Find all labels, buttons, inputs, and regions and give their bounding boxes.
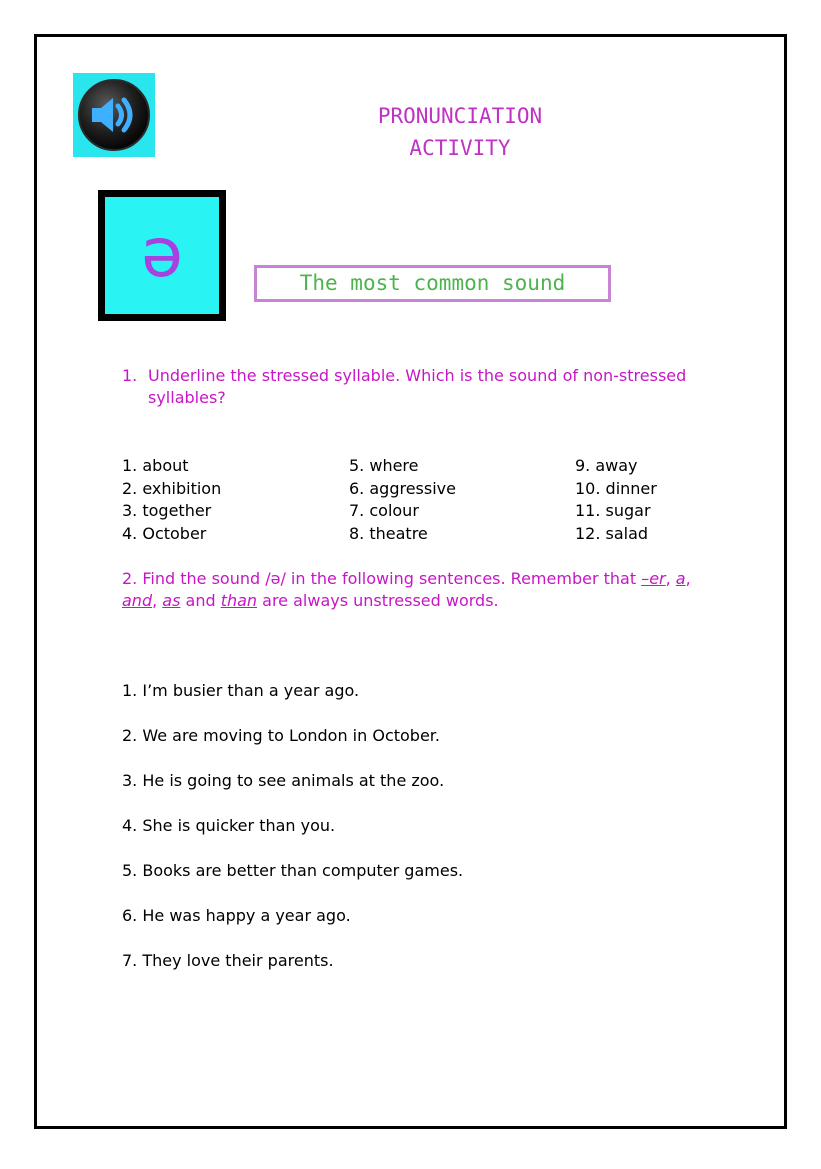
keyword-and: and	[122, 591, 153, 610]
schwa-symbol-box	[98, 190, 226, 321]
sentence-item: 2. We are moving to London in October.	[122, 726, 440, 745]
exercise-1-text-line-1: Underline the stressed syllable. Which is the sound of non-stressed	[148, 366, 687, 385]
word-column-1	[122, 455, 221, 545]
sentence-item: 1. I’m busier than a year ago.	[122, 681, 360, 700]
word-item: 8. theatre	[349, 523, 428, 543]
word-item: 2. exhibition	[122, 478, 222, 498]
exercise-2-lead: 2. Find the sound /ə/ in the following sentences. Remember that	[122, 569, 642, 588]
keyword-as: as	[162, 591, 181, 610]
keyword-a: a	[675, 569, 686, 588]
word-item: 7. colour	[349, 501, 419, 520]
word-item: 12. salad	[575, 523, 649, 543]
word-item: 11. sugar	[575, 501, 651, 520]
word-item: 1. about	[122, 456, 189, 475]
separator: ,	[665, 569, 676, 588]
word-item: 9. away	[575, 456, 638, 475]
word-column-3	[575, 455, 657, 545]
title-line-1: PRONUNCIATION	[377, 104, 543, 128]
sentence-item: 7. They love their parents.	[122, 951, 334, 970]
word-item: 5. where	[349, 456, 419, 475]
exercise-1-instruction	[122, 365, 742, 409]
keyword-than: than	[220, 591, 258, 610]
sentence-item: 4. She is quicker than you.	[122, 816, 336, 835]
word-item: 6. aggressive	[349, 478, 456, 498]
exercise-2-instruction	[122, 568, 722, 612]
sentence-item: 3. He is going to see animals at the zoo.	[122, 771, 445, 790]
speaker-icon	[73, 73, 155, 157]
schwa-symbol: ə	[141, 213, 183, 293]
separator: ,	[685, 569, 691, 588]
exercise-1-number: 1.	[122, 366, 138, 385]
separator: and	[180, 591, 221, 610]
word-column-2	[349, 455, 456, 545]
word-item: 4. October	[122, 523, 207, 543]
word-item: 10. dinner	[575, 478, 657, 498]
sentence-list	[122, 679, 463, 994]
subtitle-box: The most common sound	[254, 265, 611, 302]
exercise-2-tail: are always unstressed words.	[257, 591, 499, 610]
title-line-2: ACTIVITY	[409, 136, 511, 160]
exercise-1-text-line-2: syllables?	[148, 388, 226, 407]
sentence-item: 6. He was happy a year ago.	[122, 906, 351, 925]
word-item: 3. together	[122, 501, 212, 520]
page-title	[300, 100, 620, 164]
keyword-er: –er	[641, 569, 666, 588]
sentence-item: 5. Books are better than computer games.	[122, 861, 464, 880]
separator: ,	[152, 591, 163, 610]
